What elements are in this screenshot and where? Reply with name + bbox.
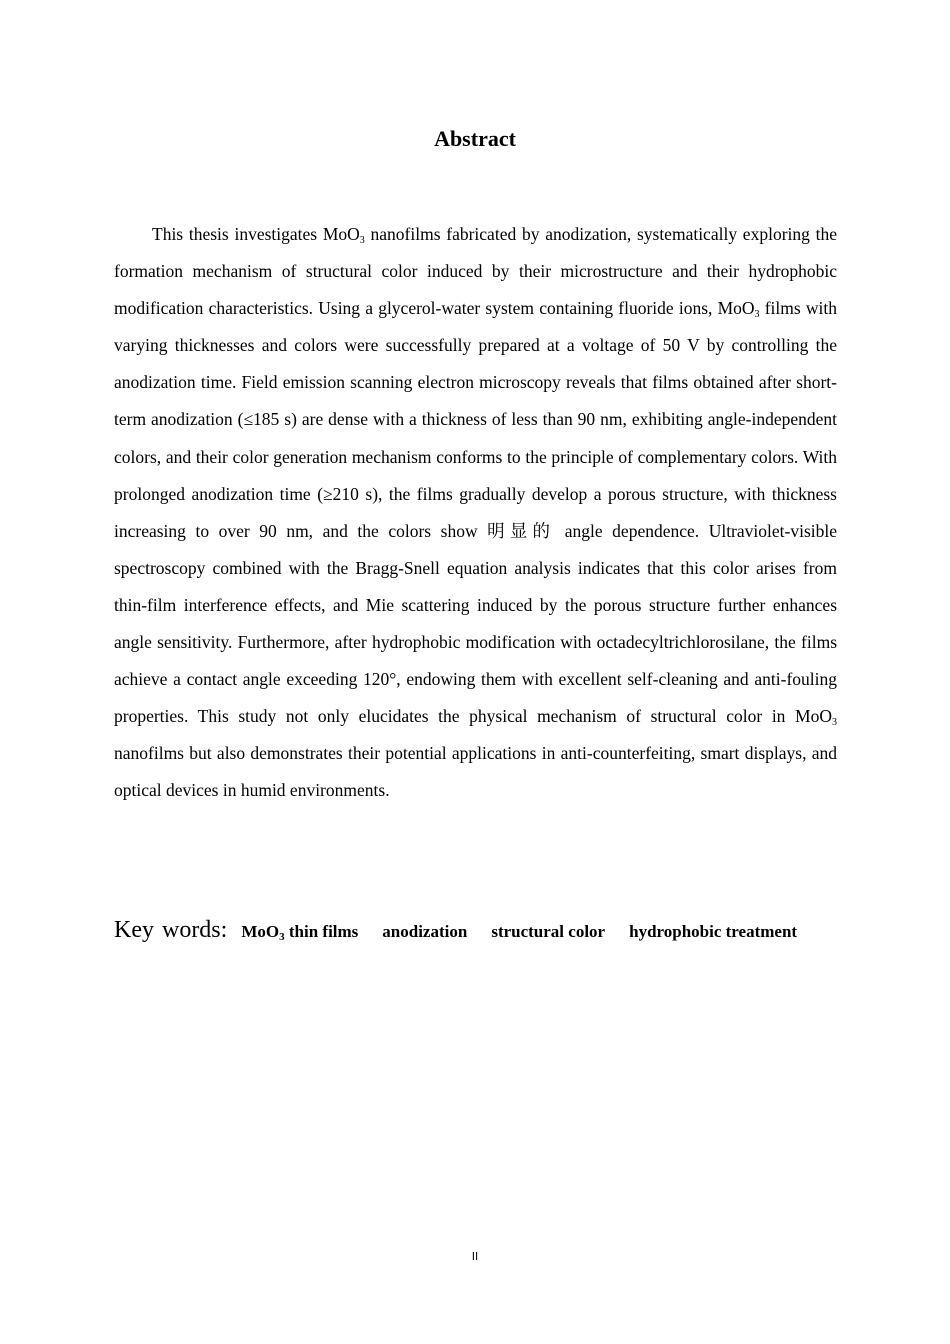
page-title: Abstract xyxy=(434,126,516,151)
keyword-structural-color: structural color xyxy=(491,922,606,941)
keyword-moo3-suffix: thin films xyxy=(284,922,359,941)
abstract-text-4: nanofilms but also demonstrates their potential applications in anti-counterfeiting, smart displays, and optical devices in humid environments. xyxy=(114,743,837,801)
abstract-text-3: films with varying thicknesses and colors were successfully prepared at a voltage of 50 V by controlling the anodization time. Field emission scanning electron microscopy reveals that films obtained after short-term anodization (≤185 s) are dense with a thickness of less than 90 nm, exhibiting angle-independent colors, and their color generation mechanism conforms to the principle of complementary colors. With prolonged anodization time (≥210 s), the films gradually develop a porous structure, with thickness increasing to over 90 nm, and the colors show 明显的 angle dependence. Ultraviolet-visible spectroscopy combined with the Bragg-Snell equation analysis indicates that this color arises from thin-film interference effects, and Mie scattering induced by the porous structure further enhances angle sensitivity. Furthermore, after hydrophobic modification with octadecyltrichlorosilane, the films achieve a contact angle exceeding 120°, endowing them with excellent self-cleaning and anti-fouling properties. This study not only elucidates the physical mechanism of structural color in MoO xyxy=(114,298,837,727)
page-number: II xyxy=(471,1250,479,1263)
subscript-3: 3 xyxy=(754,309,760,321)
abstract-text-2: nanofilms fabricated by anodization, systematically exploring the formation mechanism of structural color induced by their microstructure and their hydrophobic modification characteristics. Using a glycerol-water system containing fluoride ions, MoO xyxy=(114,224,838,319)
keywords-line xyxy=(114,915,837,948)
keyword-hydrophobic-treatment: hydrophobic treatment xyxy=(629,922,798,941)
keyword-anodization: anodization xyxy=(382,922,468,941)
keyword-moo3-subscript: 3 xyxy=(279,931,285,943)
abstract-paragraph xyxy=(114,216,837,810)
keyword-moo3-prefix: MoO xyxy=(241,922,280,941)
abstract-text-1: This thesis investigates MoO xyxy=(152,224,360,244)
keyword-moo3-thin-films xyxy=(241,922,358,941)
subscript-3: 3 xyxy=(359,235,365,246)
subscript-3: 3 xyxy=(832,717,837,729)
keywords-label: Key words: xyxy=(114,917,228,943)
